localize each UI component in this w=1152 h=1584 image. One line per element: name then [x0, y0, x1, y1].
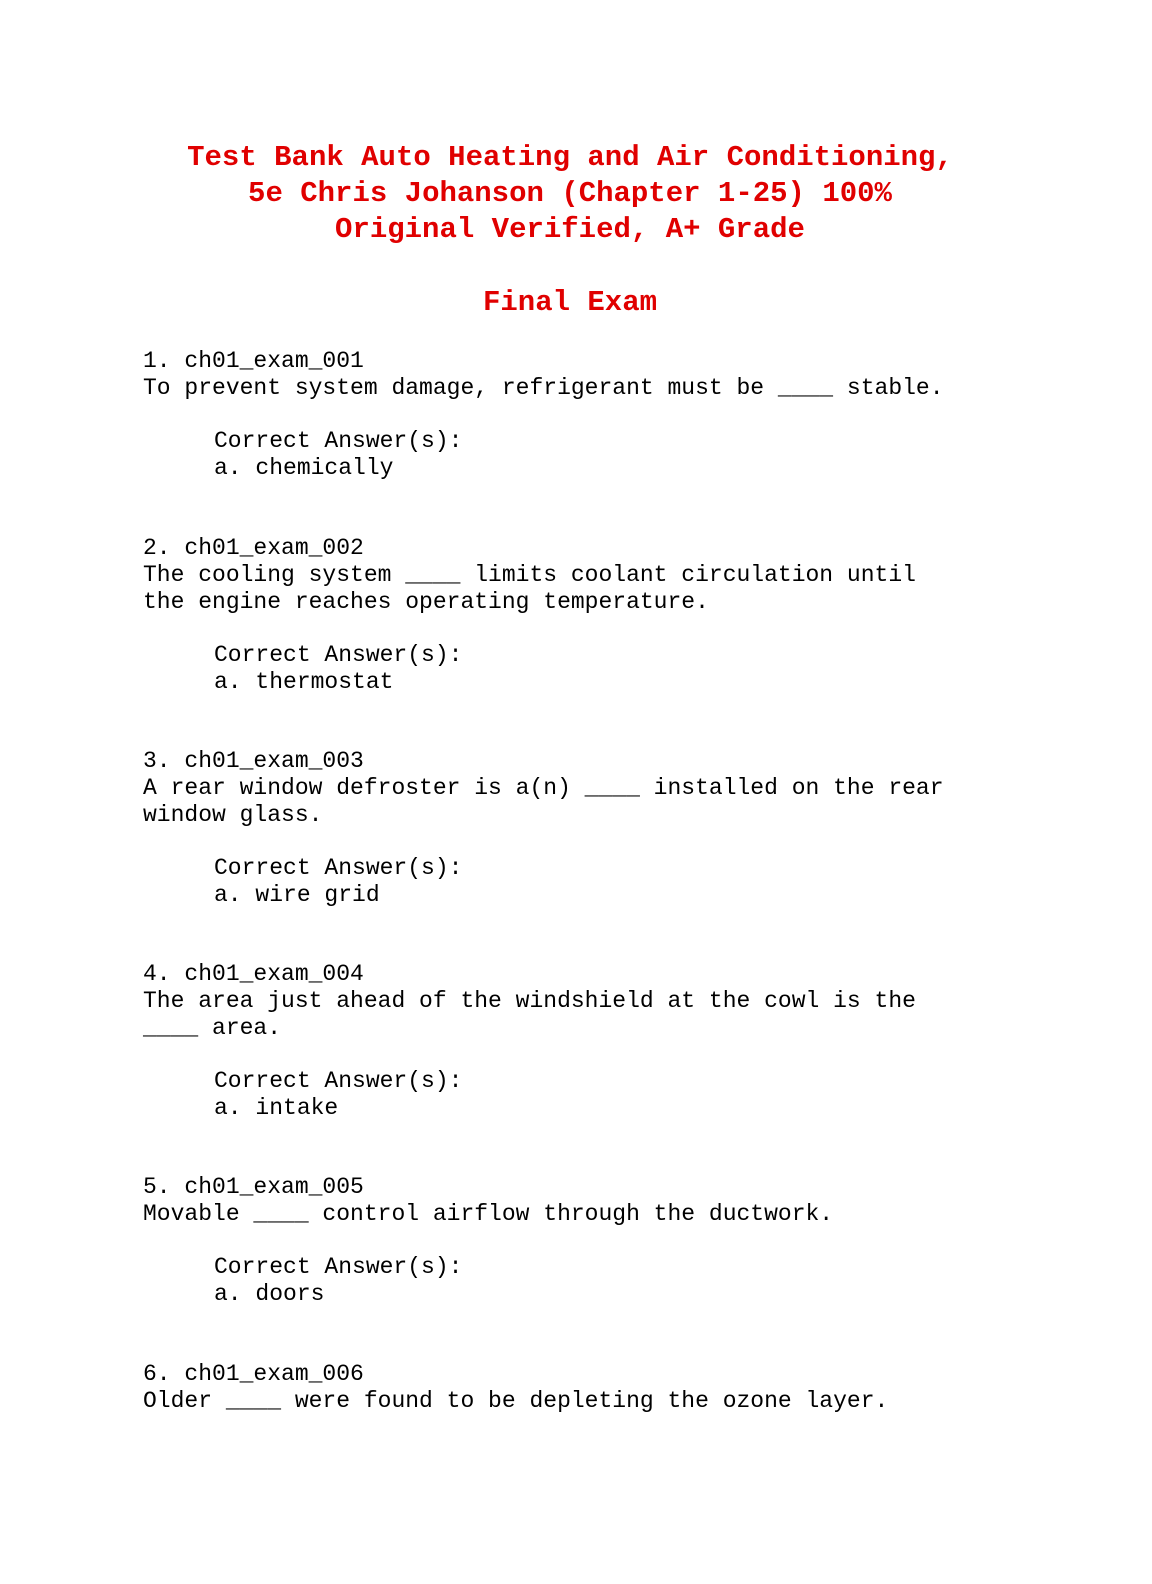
question-header: 6. ch01_exam_006	[143, 1361, 364, 1387]
question-header: 5. ch01_exam_005	[143, 1174, 364, 1200]
question-text: The cooling system ____ limits coolant circulation until	[143, 562, 916, 588]
question-text: To prevent system damage, refrigerant must be ____ stable.	[143, 375, 944, 401]
answer-block	[214, 428, 1043, 482]
document-title	[0, 140, 1140, 248]
question-4	[143, 961, 1043, 1122]
answer-block	[214, 1254, 1043, 1308]
answer-value: a. doors	[214, 1281, 325, 1307]
answer-block	[214, 1068, 1043, 1122]
answer-value: a. intake	[214, 1095, 339, 1121]
answer-label: Correct Answer(s):	[214, 428, 463, 454]
question-header: 3. ch01_exam_003	[143, 748, 364, 774]
question-6	[143, 1361, 1043, 1415]
exam-title: Final Exam	[482, 286, 658, 319]
answer-block	[214, 642, 1043, 696]
question-header: 2. ch01_exam_002	[143, 535, 364, 561]
question-text: The area just ahead of the windshield at the cowl is the	[143, 988, 916, 1014]
question-text: the engine reaches operating temperature.	[143, 589, 709, 615]
question-header: 1. ch01_exam_001	[143, 348, 364, 374]
question-3	[143, 748, 1043, 909]
answer-block	[214, 855, 1043, 909]
title-line-2: 5e Chris Johanson (Chapter 1-25) 100%	[248, 177, 892, 210]
question-5	[143, 1174, 1043, 1308]
question-header: 4. ch01_exam_004	[143, 961, 364, 987]
answer-label: Correct Answer(s):	[214, 1254, 463, 1280]
question-1	[143, 348, 1043, 482]
answer-value: a. wire grid	[214, 882, 380, 908]
title-line-1: Test Bank Auto Heating and Air Conditioning,	[187, 141, 953, 174]
question-text: window glass.	[143, 802, 323, 828]
answer-label: Correct Answer(s):	[214, 642, 463, 668]
title-line-3: Original Verified, A+ Grade	[335, 213, 805, 246]
answer-label: Correct Answer(s):	[214, 1068, 463, 1094]
question-text: Movable ____ control airflow through the ductwork.	[143, 1201, 834, 1227]
question-2	[143, 535, 1043, 696]
question-text: A rear window defroster is a(n) ____ installed on the rear	[143, 775, 944, 801]
answer-value: a. chemically	[214, 455, 394, 481]
question-text: Older ____ were found to be depleting the ozone layer.	[143, 1388, 889, 1414]
answer-value: a. thermostat	[214, 669, 394, 695]
answer-label: Correct Answer(s):	[214, 855, 463, 881]
question-text: ____ area.	[143, 1015, 282, 1041]
